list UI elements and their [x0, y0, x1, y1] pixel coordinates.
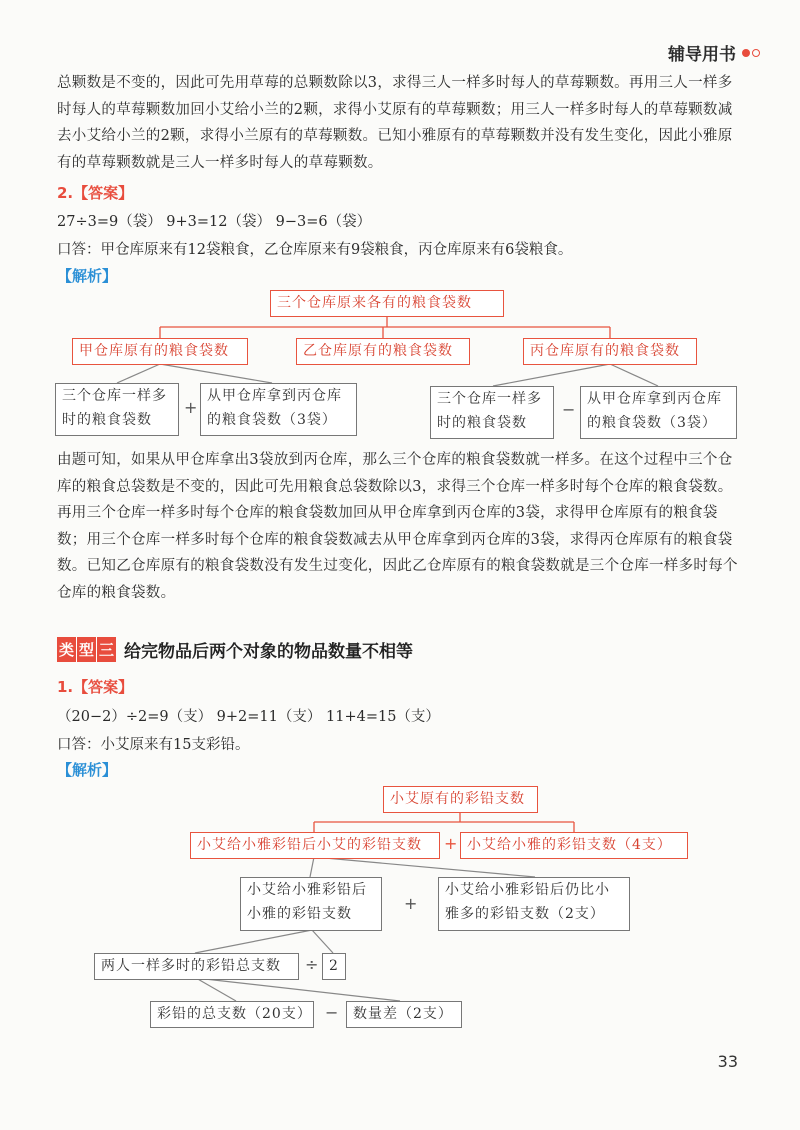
q2-bing-box: 丙仓库原有的粮食袋数: [523, 338, 697, 365]
q1-analysis-heading: 【解析】: [57, 761, 118, 779]
q1-c1-line2: 小雅的彩铅支数: [247, 906, 352, 922]
section-badge-char-3: 三: [96, 637, 116, 662]
top-paragraph: 总颗数是不变的，因此可先用草莓的总颗数除以3，求得三人一样多时每人的草莓颗数。再用三人一样多时每人的草莓颗数加回小艾给小兰的2颗，求得小艾原有的草莓颗数；用三人一样多时每人的草莓颗数减去小艾给小兰的2颗，求得小兰原有的草莓颗数。已知小雅原有的草莓颗数并没有发生变化，因此小雅原有的草莓颗数就是三人一样多时每人的草莓颗数。: [57, 75, 733, 171]
q1-left-box: 小艾给小雅彩铅后小艾的彩铅支数: [190, 832, 440, 859]
q2-calc: 27÷3=9（袋） 9+3=12（袋） 9−3=6（袋）: [57, 214, 372, 230]
q2-b2-line2: 的粮食袋数（3袋）: [587, 415, 717, 431]
q2-yi-box: 乙仓库原有的粮食袋数: [296, 338, 470, 365]
section-badge-char-2: 型: [76, 637, 96, 662]
section-title-text: 给完物品后两个对象的物品数量不相等: [124, 642, 414, 662]
q1-diff-box: 数量差（2支）: [346, 1001, 462, 1028]
section-badge-char-1: 类: [59, 641, 75, 659]
header-title: 辅导用书: [668, 45, 736, 65]
q1-answer-heading: 1.【答案】: [57, 678, 134, 696]
q2-answer-heading: 2.【答案】: [57, 184, 134, 202]
q1-c2-line1: 小艾给小雅彩铅后仍比小: [445, 882, 610, 898]
q2-b1-line1: 三个仓库一样多: [437, 391, 542, 407]
q2-a2-line1: 从甲仓库拿到丙仓库: [207, 388, 342, 404]
q1-root-box: 小艾原有的彩铅支数: [383, 786, 538, 813]
q2-reply: 口答：甲仓库原来有12袋粮食，乙仓库原来有9袋粮食，丙仓库原来有6袋粮食。: [57, 242, 573, 258]
q1-divide-sign: ÷: [305, 955, 319, 974]
q1-calc: （20−2）÷2=9（支） 9+2=11（支） 11+4=15（支）: [57, 709, 440, 725]
q1-c1-line1: 小艾给小雅彩铅后: [247, 882, 367, 898]
q2-plus-sign: +: [184, 398, 198, 417]
q1-right-box: 小艾给小雅的彩铅支数（4支）: [460, 832, 688, 859]
q1-plus-mid-sign: +: [404, 894, 418, 913]
q1-total-box: 两人一样多时的彩铅总支数: [94, 953, 299, 980]
q1-c2-line2: 雅多的彩铅支数（2支）: [445, 906, 605, 922]
q2-root-box: 三个仓库原来各有的粮食袋数: [270, 290, 504, 317]
q1-two-box: 2: [322, 953, 346, 980]
q2-b1-line2: 时的粮食袋数: [437, 415, 527, 431]
q2-analysis-heading: 【解析】: [57, 267, 118, 285]
q2-a1-line2: 时的粮食袋数: [62, 412, 152, 428]
q2-jia-box: 甲仓库原有的粮食袋数: [72, 338, 248, 365]
q1-plus-top-sign: +: [444, 834, 458, 853]
q2-minus-sign: −: [562, 400, 576, 419]
q1-minus-sign: −: [325, 1003, 339, 1022]
q1-c1-box: [240, 877, 382, 931]
page-number: 33: [717, 1052, 738, 1071]
q2-b2-line1: 从甲仓库拿到丙仓库: [587, 391, 722, 407]
q1-sum-box: 彩铅的总支数（20支）: [150, 1001, 314, 1028]
q2-a1-line1: 三个仓库一样多: [62, 388, 167, 404]
q1-reply: 口答：小艾原来有15支彩铅。: [57, 737, 250, 753]
q2-explanation: 由题可知，如果从甲仓库拿出3袋放到丙仓库，那么三个仓库的粮食袋数就一样多。在这个过程中三个仓库的粮食总袋数是不变的，因此可先用粮食总袋数除以3，求得三个仓库一样多时每个仓库的粮食袋数。再用三个仓库一样多时每个仓库的粮食袋数加回从甲仓库拿到丙仓库的3袋，求得甲仓库原有的粮食袋数；用三个仓库一样多时每个仓库的粮食袋数减去从甲仓库拿到丙仓库的3袋，求得丙仓库原有的粮食袋数。已知乙仓库原有的粮食袋数没有发生过变化，因此乙仓库原有的粮食袋数就是三个仓库一样多时每个仓库的粮食袋数。: [57, 452, 738, 601]
q2-a2-line2: 的粮食袋数（3袋）: [207, 412, 337, 428]
q1-c2-box: [438, 877, 630, 931]
